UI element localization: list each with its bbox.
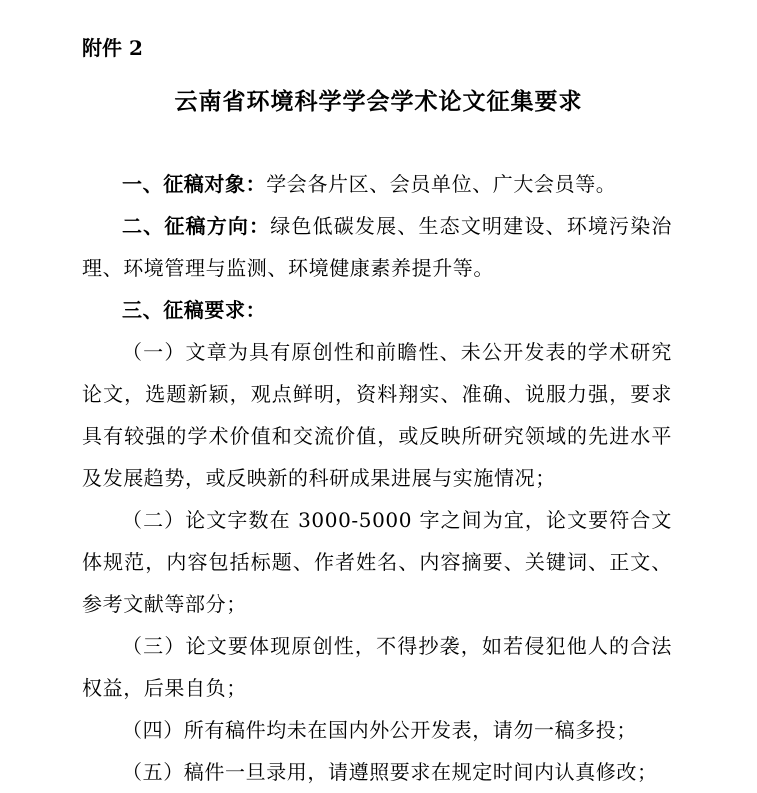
document-title: 云南省环境科学学会学术论文征集要求 — [174, 88, 583, 115]
requirement-item: （五）稿件一旦录用，请遵照要求在规定时间内认真修改； — [122, 760, 658, 784]
requirement-item: （一）文章为具有原创性和前瞻性、未公开发表的学术研究论文，选题新颖，观点鲜明，资料翔实、准确、说服力强，要求具有较强的学术价值和交流价值，或反映所研究领域的先进水平及发展趋势，或反映新的科研成果进展与实施情况； — [82, 340, 672, 490]
requirement-item: （三）论文要体现原创性，不得抄袭，如若侵犯他人的合法权益，后果自负； — [82, 634, 672, 700]
section-paragraph — [82, 205, 672, 289]
section-text: 学会各片区、会员单位、广大会员等。 — [266, 172, 617, 196]
section-text: 绿色低碳发展、生态文明建设、环境污染治理、环境管理与监测、环境健康素养提升等。 — [82, 214, 672, 280]
attachment-label: 附件 2 — [82, 36, 143, 60]
section-paragraph — [82, 163, 672, 205]
requirement-item: （二）论文字数在 3000-5000 字之间为宜，论文要符合文体规范，内容包括标题、作者姓名、内容摘要、关键词、正文、参考文献等部分； — [82, 508, 672, 616]
document-body — [82, 163, 672, 793]
section-paragraph — [82, 289, 672, 331]
section-heading: 二、征稿方向： — [122, 214, 271, 238]
section-heading: 一、征稿对象： — [122, 172, 267, 196]
section-heading: 三、征稿要求： — [122, 298, 267, 322]
requirement-item: （四）所有稿件均未在国内外公开发表，请勿一稿多投； — [122, 718, 637, 742]
